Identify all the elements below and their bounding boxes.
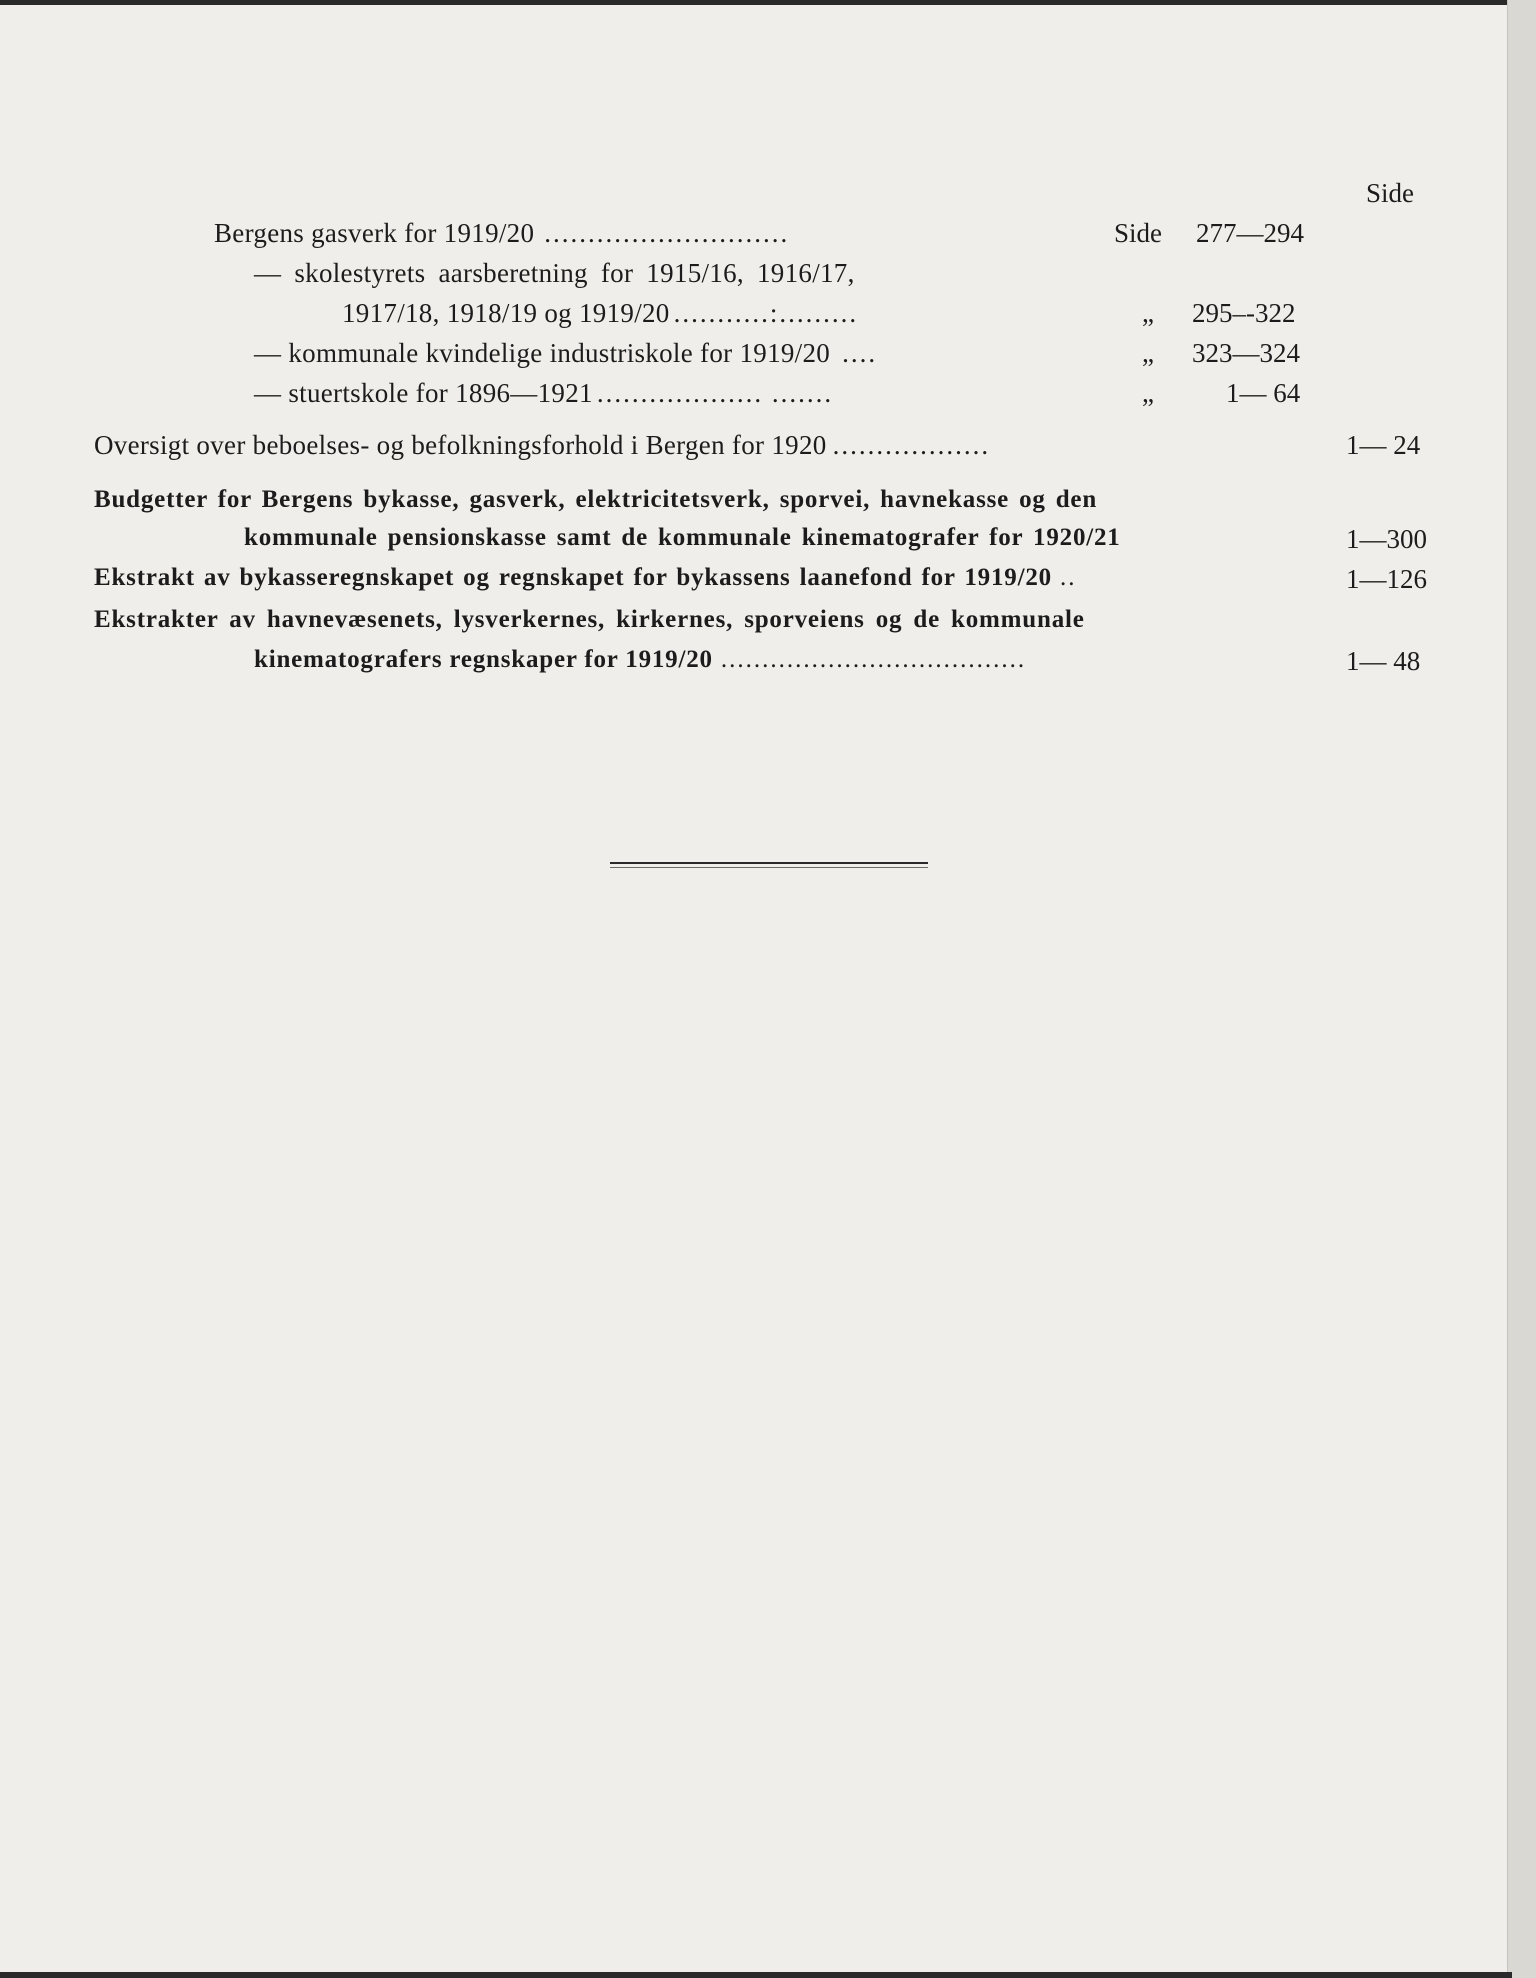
- toc-leader: ...........:.........: [673, 298, 859, 328]
- toc-entry-industriskole: [254, 338, 912, 369]
- toc-entry-budgetter: Budgetter for Bergens bykasse, gasverk, elektricitetsverk, sporvei, havnekasse og den: [94, 486, 1098, 513]
- toc-entry-text: — stuertskole for 1896—1921: [254, 378, 593, 408]
- toc-entry-gasverk: [214, 218, 992, 249]
- toc-ditto: „: [1142, 298, 1154, 328]
- toc-leader: ..................: [832, 430, 991, 460]
- toc-entry-text: Bergens gasverk for 1919/20: [214, 218, 535, 248]
- toc-pages: 1—126: [1346, 564, 1427, 594]
- section-divider-thin: [610, 867, 928, 868]
- toc-entry-ekstrakter: Ekstrakter av havnevæsenets, lysverkernes, kirkernes, sporveiens og de kommunale: [94, 606, 1085, 633]
- toc-pages: 1— 24: [1346, 430, 1421, 460]
- toc-pages: 323—324: [1192, 338, 1300, 368]
- toc-entry-stuertskole: [254, 378, 985, 409]
- toc-pages: 295–-322: [1192, 298, 1296, 328]
- toc-entry-budgetter-cont: kommunale pensionskasse samt de kommunale kinematografer for 1920/21: [244, 524, 1121, 551]
- toc-leader: ................... .......: [596, 378, 834, 408]
- page-edge-bottom: [0, 1972, 1512, 1978]
- toc-entry-skolestyrets: — skolestyrets aarsberetning for 1915/16, 1916/17,: [254, 258, 855, 288]
- toc-entry-text: kinematografers regnskaper for 1919/20: [254, 646, 713, 673]
- toc-entry-text: — kommunale kvindelige industriskole for 1919/20: [254, 338, 831, 368]
- toc-leader: .....................................: [720, 646, 1027, 673]
- toc-pages: 1— 48: [1346, 646, 1421, 676]
- toc-entry-text: Ekstrakt av bykasseregnskapet og regnskapet for bykassens laanefond for 1919/20: [94, 564, 1052, 591]
- toc-entry-ekstrakt: [94, 564, 1090, 592]
- toc-entry-ekstrakter-cont: [254, 646, 1209, 674]
- toc-leader: ..: [1059, 564, 1077, 591]
- toc-ditto: „: [1142, 378, 1154, 408]
- toc-pages: 1—300: [1346, 524, 1427, 554]
- page-edge-top: [0, 0, 1512, 5]
- toc-entry-skolestyrets-cont: [342, 298, 1002, 329]
- toc-entry-oversigt: [94, 430, 1095, 461]
- section-divider: [610, 862, 928, 864]
- toc-pages: 1— 64: [1226, 378, 1301, 408]
- toc-ditto: Side: [1114, 218, 1163, 248]
- toc-leader: ....: [842, 338, 878, 368]
- toc-pages: 277—294: [1196, 218, 1304, 248]
- toc-entry-text: 1917/18, 1918/19 og 1919/20: [342, 298, 670, 328]
- toc-leader: ............................: [544, 218, 790, 248]
- page-edge-right: [1507, 0, 1536, 1978]
- side-column-header: Side: [1366, 178, 1415, 208]
- toc-ditto: „: [1142, 338, 1154, 368]
- toc-entry-text: Oversigt over beboelses- og befolkningsforhold i Bergen for 1920: [94, 430, 827, 460]
